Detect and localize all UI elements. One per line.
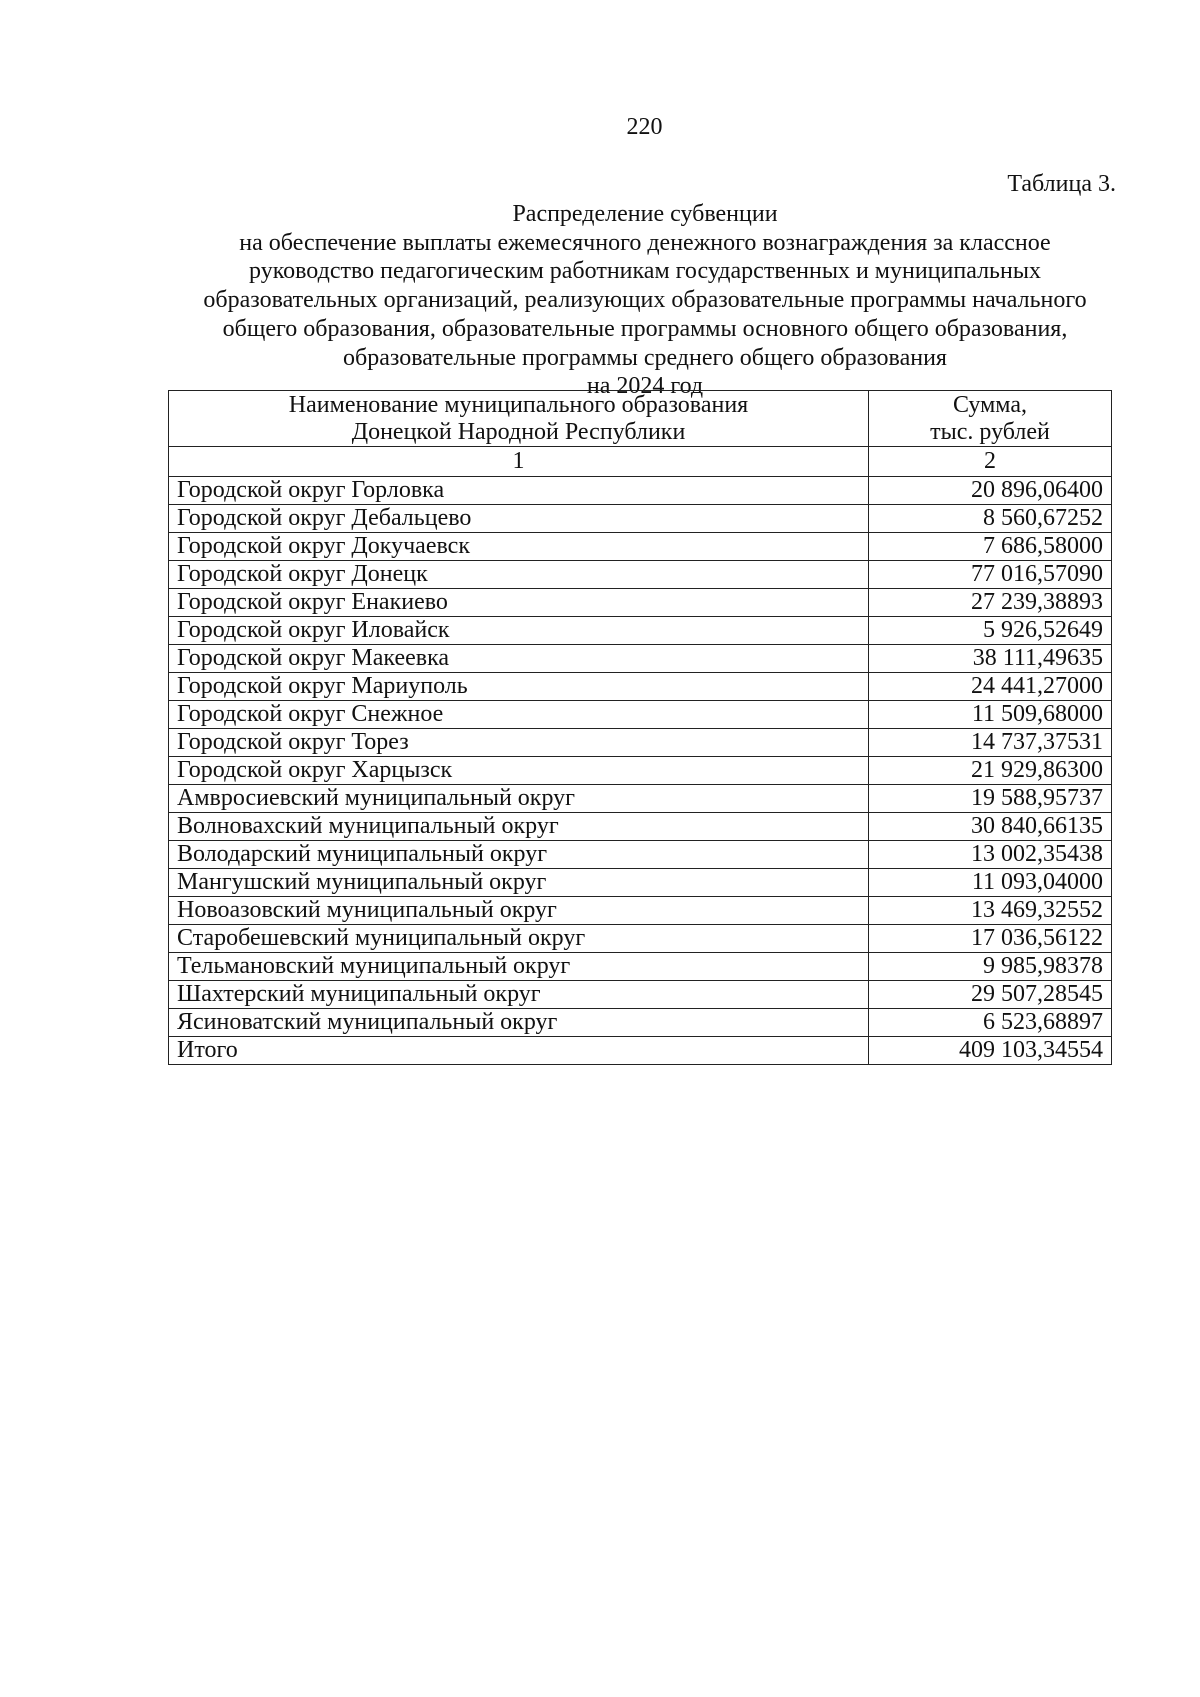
table-row	[169, 617, 1112, 645]
table-row	[169, 757, 1112, 785]
column-number: 2	[869, 447, 1112, 477]
municipality-name-cell: Городской округ Донецк	[169, 561, 869, 589]
header-name-cell	[169, 391, 869, 447]
municipality-name-cell: Городской округ Макеевка	[169, 645, 869, 673]
table-row	[169, 953, 1112, 981]
amount-cell: 9 985,98378	[869, 953, 1112, 981]
title-line: Распределение субвенции	[512, 201, 778, 227]
municipality-name-cell: Старобешевский муниципальный округ	[169, 925, 869, 953]
table-row	[169, 673, 1112, 701]
municipality-name-cell: Волновахский муниципальный округ	[169, 813, 869, 841]
table-row	[169, 897, 1112, 925]
table-title	[160, 200, 1130, 401]
subvention-table	[168, 390, 1112, 1065]
title-line: образовательных организаций, реализующих образовательные программы начального	[203, 287, 1087, 314]
amount-cell: 19 588,95737	[869, 785, 1112, 813]
amount-cell: 14 737,37531	[869, 729, 1112, 757]
amount-cell: 13 002,35438	[869, 841, 1112, 869]
municipality-name-cell: Городской округ Горловка	[169, 477, 869, 505]
table-header-row	[169, 391, 1112, 447]
column-number: 1	[169, 447, 869, 477]
municipality-name-cell: Володарский муниципальный округ	[169, 841, 869, 869]
amount-cell: 20 896,06400	[869, 477, 1112, 505]
municipality-name-cell: Мангушский муниципальный округ	[169, 869, 869, 897]
municipality-name-cell: Городской округ Харцызск	[169, 757, 869, 785]
title-line: на 2024 год	[586, 373, 704, 400]
table-row	[169, 477, 1112, 505]
municipality-name-cell: Городской округ Дебальцево	[169, 505, 869, 533]
municipality-name-cell: Ясиноватский муниципальный округ	[169, 1009, 869, 1037]
table-row	[169, 1009, 1112, 1037]
header-name-line: Донецкой Народной Республики	[351, 418, 686, 445]
table-body	[169, 477, 1112, 1065]
municipality-name-cell: Городской округ Мариуполь	[169, 673, 869, 701]
amount-cell: 8 560,67252	[869, 505, 1112, 533]
amount-cell: 6 523,68897	[869, 1009, 1112, 1037]
amount-cell: 17 036,56122	[869, 925, 1112, 953]
table-row	[169, 981, 1112, 1009]
amount-cell: 24 441,27000	[869, 673, 1112, 701]
header-sum-cell	[869, 391, 1112, 447]
total-amount-cell: 409 103,34554	[869, 1037, 1112, 1065]
table-row	[169, 701, 1112, 729]
table-row	[169, 869, 1112, 897]
table-row	[169, 729, 1112, 757]
amount-cell: 11 093,04000	[869, 869, 1112, 897]
table-row	[169, 925, 1112, 953]
amount-cell: 77 016,57090	[869, 561, 1112, 589]
municipality-name-cell: Новоазовский муниципальный округ	[169, 897, 869, 925]
municipality-name-cell: Городской округ Иловайск	[169, 617, 869, 645]
table-row	[169, 645, 1112, 673]
table-row	[169, 505, 1112, 533]
header-name-line: Наименование муниципального образования	[288, 391, 749, 418]
municipality-name-cell: Амвросиевский муниципальный округ	[169, 785, 869, 813]
table-label: Таблица 3.	[1007, 171, 1116, 197]
municipality-name-cell: Городской округ Торез	[169, 729, 869, 757]
column-number-row	[169, 447, 1112, 477]
title-line: на обеспечение выплаты ежемесячного денежного вознаграждения за классное	[239, 229, 1051, 256]
table-row	[169, 533, 1112, 561]
amount-cell: 11 509,68000	[869, 701, 1112, 729]
amount-cell: 13 469,32552	[869, 897, 1112, 925]
table-row	[169, 589, 1112, 617]
amount-cell: 29 507,28545	[869, 981, 1112, 1009]
municipality-name-cell: Городской округ Снежное	[169, 701, 869, 729]
table-row	[169, 813, 1112, 841]
title-line: образовательные программы среднего общего образования	[343, 344, 947, 371]
amount-cell: 21 929,86300	[869, 757, 1112, 785]
table-row	[169, 841, 1112, 869]
title-line: общего образования, образовательные программы основного общего образования,	[222, 315, 1068, 342]
amount-cell: 38 111,49635	[869, 645, 1112, 673]
table-row	[169, 785, 1112, 813]
municipality-name-cell: Шахтерский муниципальный округ	[169, 981, 869, 1009]
amount-cell: 5 926,52649	[869, 617, 1112, 645]
amount-cell: 30 840,66135	[869, 813, 1112, 841]
total-row	[169, 1037, 1112, 1065]
amount-cell: 27 239,38893	[869, 589, 1112, 617]
amount-cell: 7 686,58000	[869, 533, 1112, 561]
municipality-name-cell: Тельмановский муниципальный округ	[169, 953, 869, 981]
table-row	[169, 561, 1112, 589]
title-line: руководство педагогическим работникам государственных и муниципальных	[249, 258, 1041, 285]
municipality-name-cell: Городской округ Докучаевск	[169, 533, 869, 561]
header-sum-line: Сумма,	[953, 391, 1027, 418]
page-number: 220	[626, 114, 663, 140]
total-label-cell: Итого	[169, 1037, 869, 1065]
municipality-name-cell: Городской округ Енакиево	[169, 589, 869, 617]
header-sum-line: тыс. рублей	[930, 418, 1050, 445]
